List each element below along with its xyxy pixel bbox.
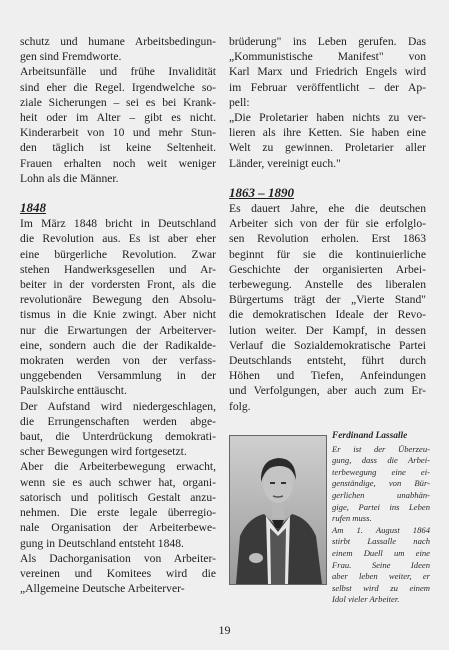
text-line: lution weiter. Der Kampf, in dessen [229,323,426,337]
text-line: eine bürgerliche Revolution. Zwar [20,247,216,261]
text-line: aber leben weiter, er [332,571,430,582]
text-line: nale Organisation der Arbeiterbewe- [20,521,216,535]
text-line: Frauen erhalten noch weit weniger [20,156,216,170]
section-heading-1848: 1848 [20,200,46,216]
text-line: stehen Handwerksgesellen und Ar- [20,262,216,276]
text-line: genständige, von Bür- [332,478,430,489]
text-line: gung, dass die Arbei- [332,455,430,466]
text-line: Geschichte der organisierten Arbei- [229,262,426,276]
text-line: rufen muss. [332,513,372,524]
text-line: beiter in der vordersten Front, als die [20,278,216,292]
text-line: Es dauert Jahre, ehe die deutschen [229,202,426,216]
text-line: Länder, vereinigt euch." [229,156,341,170]
section-heading-1863-1890: 1863 – 1890 [229,184,294,200]
text-line: Verlauf die Sozialdemokratische Partei [229,338,426,352]
lassalle-figure [229,431,430,605]
text-line: Karl Marx und Friedrich Engels wird [229,65,426,79]
text-line: Lohn als die Männer. [20,171,119,185]
right-column [229,34,426,414]
text-line: gen sind Fremdworte. [20,50,122,64]
left-column [20,34,216,596]
text-line: Am 1. August 1864 [332,524,430,535]
text-line: Frau. Seine Ideen [332,559,430,570]
left-intro-paragraph [20,34,216,186]
text-line: den täglich ist keine Seltenheit. [20,141,216,155]
text-line: die Errungenschaften werden abge- [20,414,216,428]
text-line: nur die Erwartungen der Arbeiterver- [20,323,216,337]
text-line: und Verfolgungen, aber auch zum Er- [229,384,426,398]
text-line: vereinen und Komitees wird die [20,566,216,580]
caption-title: Ferdinand Lassalle [332,431,408,441]
text-line: gerlichen unabhän- [332,489,430,500]
text-line: tismus in die Knie zwingt. Aber nicht [20,308,216,322]
text-line: „Allgemeine Deutsche Arbeiterver- [20,582,185,596]
text-line: Kinderarbeit von 10 und mehr Stun- [20,126,216,140]
text-line: ziale Sicherungen – sei es bei Krank- [20,95,216,109]
text-line: eine, sondern auch die der Radikalde- [20,338,216,352]
text-line: baut, die Unterdrückung demokrati- [20,430,216,444]
text-line: Idol vieler Arbeiter. [332,594,400,605]
text-line: Der Aufstand wird niedergeschlagen, [20,399,216,413]
text-line: terbewegung. Anstelle des liberalen [229,278,426,292]
text-line: sind eher die Regel. Irgendwelche so- [20,80,216,94]
text-line: unggebenden Versammlung in der [20,369,216,383]
section-1863-1890-text [229,201,426,414]
text-line: Im März 1848 bricht in Deutschland [20,217,216,231]
text-line: wenn sie es auch schwer hat, organi- [20,475,216,489]
text-line: einem Duell um eine [332,547,430,558]
text-line: stirbt Lassalle nach [332,536,430,547]
text-line: pell: [229,95,250,109]
text-line: schutz und humane Arbeitsbedingun- [20,35,216,48]
page-number: 19 [218,623,231,637]
text-line: Als Dachorganisation von Arbeiter- [20,551,216,565]
section-1848-text [20,216,216,596]
portrait-illustration [230,436,326,584]
text-line: Aber die Arbeiterbewegung erwacht, [20,460,216,474]
text-line: „Kommunistische Manifest" von [229,50,426,64]
text-line: scher Bewegungen wird fortgesetzt. [20,445,187,459]
text-line: Deutschlands entsteht, führt durch [229,354,426,368]
text-line: satorisch und politisch Gestalt anzu- [20,490,216,504]
text-line: Arbeitsunfälle und frühe Invalidität [20,65,216,79]
text-line: folg. [229,399,251,413]
text-line: selbst wird zu einem [332,582,430,593]
text-line: Paulskirche enttäuscht. [20,384,127,398]
text-line: mokraten werden von der verfass- [20,354,216,368]
text-line: „Die Proletarier haben nichts zu ver- [229,111,426,125]
text-line: heit oder im Alter – gibt es nicht. [20,111,216,125]
text-line: Bürgertums trägt der „Vierte Stand" [229,293,426,307]
text-line: nehmen. Die erste legale überregio- [20,506,216,520]
text-line: lieren als ihre Ketten. Sie haben eine [229,126,426,140]
text-line: Höhen und Tiefen, Anfeindungen [229,369,426,383]
text-line: im Februar veröffentlicht – der Ap- [229,80,426,94]
text-line: gige, Partei ins Leben [332,501,430,512]
text-line: Arbeiter sich von der für sie erfolglo- [229,217,426,231]
caption-text [332,444,430,606]
text-line: die demokratischen Ideale der Revo- [229,308,426,322]
text-line: Welt zu gewinnen. Proletarier aller [229,141,426,155]
text-line: terbewegung eine ei- [332,466,430,477]
text-line: revolutionäre Bewegung den Absolu- [20,293,216,307]
text-line: beginnt für sie die kontinuierliche [229,247,426,261]
text-line: sen Revolution erholen. Erst 1863 [229,232,426,246]
right-intro-paragraph [229,34,426,171]
text-line: Er ist der Überzeu- [332,443,430,454]
lassalle-portrait-photo [229,435,327,585]
text-line: brüderung" ins Leben gerufen. Das [229,35,426,48]
text-line: gung in Deutschland entsteht 1848. [20,536,184,550]
photo-caption [332,431,430,606]
text-line: die Revolution aus. Es ist aber eher [20,232,216,246]
